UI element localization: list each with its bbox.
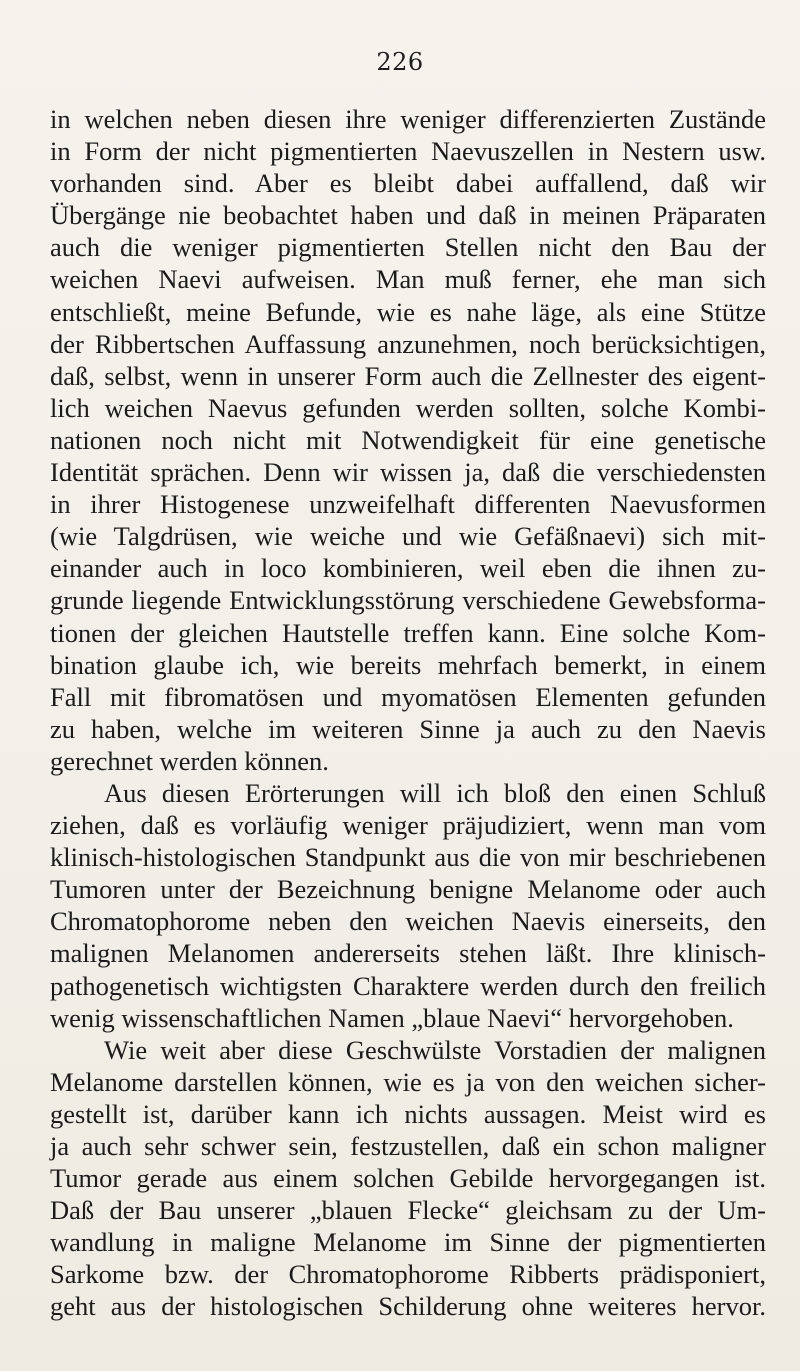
text-line: in ihrer Histogenese unzweifelhaft differenten Naevusformen [50,489,766,520]
text-line: der Ribbertschen Auffassung anzunehmen, noch berücksichtigen, [50,328,766,359]
text-line: Daß der Bau unserer „blauen Flecke“ gleichsam zu der Um- [50,1195,766,1226]
paragraph-3 [50,1034,766,1323]
text-line: in Form der nicht pigmentierten Naevuszellen in Nestern usw. [50,136,766,167]
text-line: einander auch in loco kombinieren, weil eben die ihnen zu- [50,553,766,584]
text-line: Tumor gerade aus einem solchen Gebilde hervorgegangen ist. [50,1163,766,1194]
text-line: ziehen, daß es vorläufig weniger präjudiziert, wenn man vom [50,810,766,841]
text-line: bination glaube ich, wie bereits mehrfach bemerkt, in einem [50,649,766,680]
text-line: in welchen neben diesen ihre weniger differenzierten Zustände [50,104,766,134]
text-line: tionen der gleichen Hautstelle treffen kann. Eine solche Kom- [50,617,766,648]
text-line: wenig wissenschaftlichen Namen „blaue Naevi“ hervorgehoben. [50,1002,734,1033]
text-line: klinisch-histologischen Standpunkt aus die von mir beschriebenen [50,842,766,873]
text-line: Tumoren unter der Bezeichnung benigne Melanome oder auch [50,874,766,905]
text-line: ja auch sehr schwer sein, festzustellen, daß ein schon maligner [50,1131,766,1161]
text-line: Identität sprächen. Denn wir wissen ja, daß die verschiedensten [50,457,766,488]
text-line: auch die weniger pigmentierten Stellen nicht den Bau der [50,232,766,263]
text-line: Chromatophorome neben den weichen Naevis einerseits, den [50,906,766,937]
text-line: Melanome darstellen können, wie es ja von den weichen sicher- [50,1066,766,1097]
text-line: gerechnet werden können. [50,745,329,776]
text-line: daß, selbst, wenn in unserer Form auch die Zellnester des eigent- [50,360,766,391]
text-line: (wie Talgdrüsen, wie weiche und wie Gefäßnaevi) sich mit- [50,521,766,552]
text-line: gestellt ist, darüber kann ich nichts aussagen. Meist wird es [50,1098,766,1129]
text-line: zu haben, welche im weiteren Sinne ja auch zu den Naevis [50,713,766,744]
text-line: Wie weit aber diese Geschwülste Vorstadien der malignen [104,1034,766,1065]
text-line: Fall mit fibromatösen und myomatösen Elementen gefunden [50,681,766,712]
text-line: wandlung in maligne Melanome im Sinne der pigmentierten [50,1227,766,1258]
text-line: nationen noch nicht mit Notwendigkeit für eine genetische [50,424,766,455]
paragraph-1 [50,103,766,777]
text-line: Sarkome bzw. der Chromatophorome Ribberts prädisponiert, [50,1259,766,1290]
text-line: pathogenetisch wichtigsten Charaktere werden durch den freilich [50,970,766,1001]
text-line: entschließt, meine Befunde, wie es nahe läge, als eine Stütze [50,296,766,327]
text-line: malignen Melanomen andererseits stehen läßt. Ihre klinisch- [50,938,766,969]
text-line: grunde liegende Entwicklungsstörung verschiedene Gewebsforma- [50,585,766,616]
text-line: vorhanden sind. Aber es bleibt dabei auffallend, daß wir [50,168,766,199]
page-number: 226 [376,48,424,76]
text-line: Übergänge nie beobachtet haben und daß in meinen Präparaten [50,200,766,231]
text-line: geht aus der histologischen Schilderung ohne weiteres hervor. [50,1291,766,1322]
text-line: weichen Naevi aufweisen. Man muß ferner, ehe man sich [50,264,766,295]
text-line: Aus diesen Erörterungen will ich bloß den einen Schluß [104,777,766,808]
body-text [50,103,766,1323]
text-line: lich weichen Naevus gefunden werden sollten, solche Kombi- [50,392,766,423]
paragraph-2 [50,777,766,1034]
